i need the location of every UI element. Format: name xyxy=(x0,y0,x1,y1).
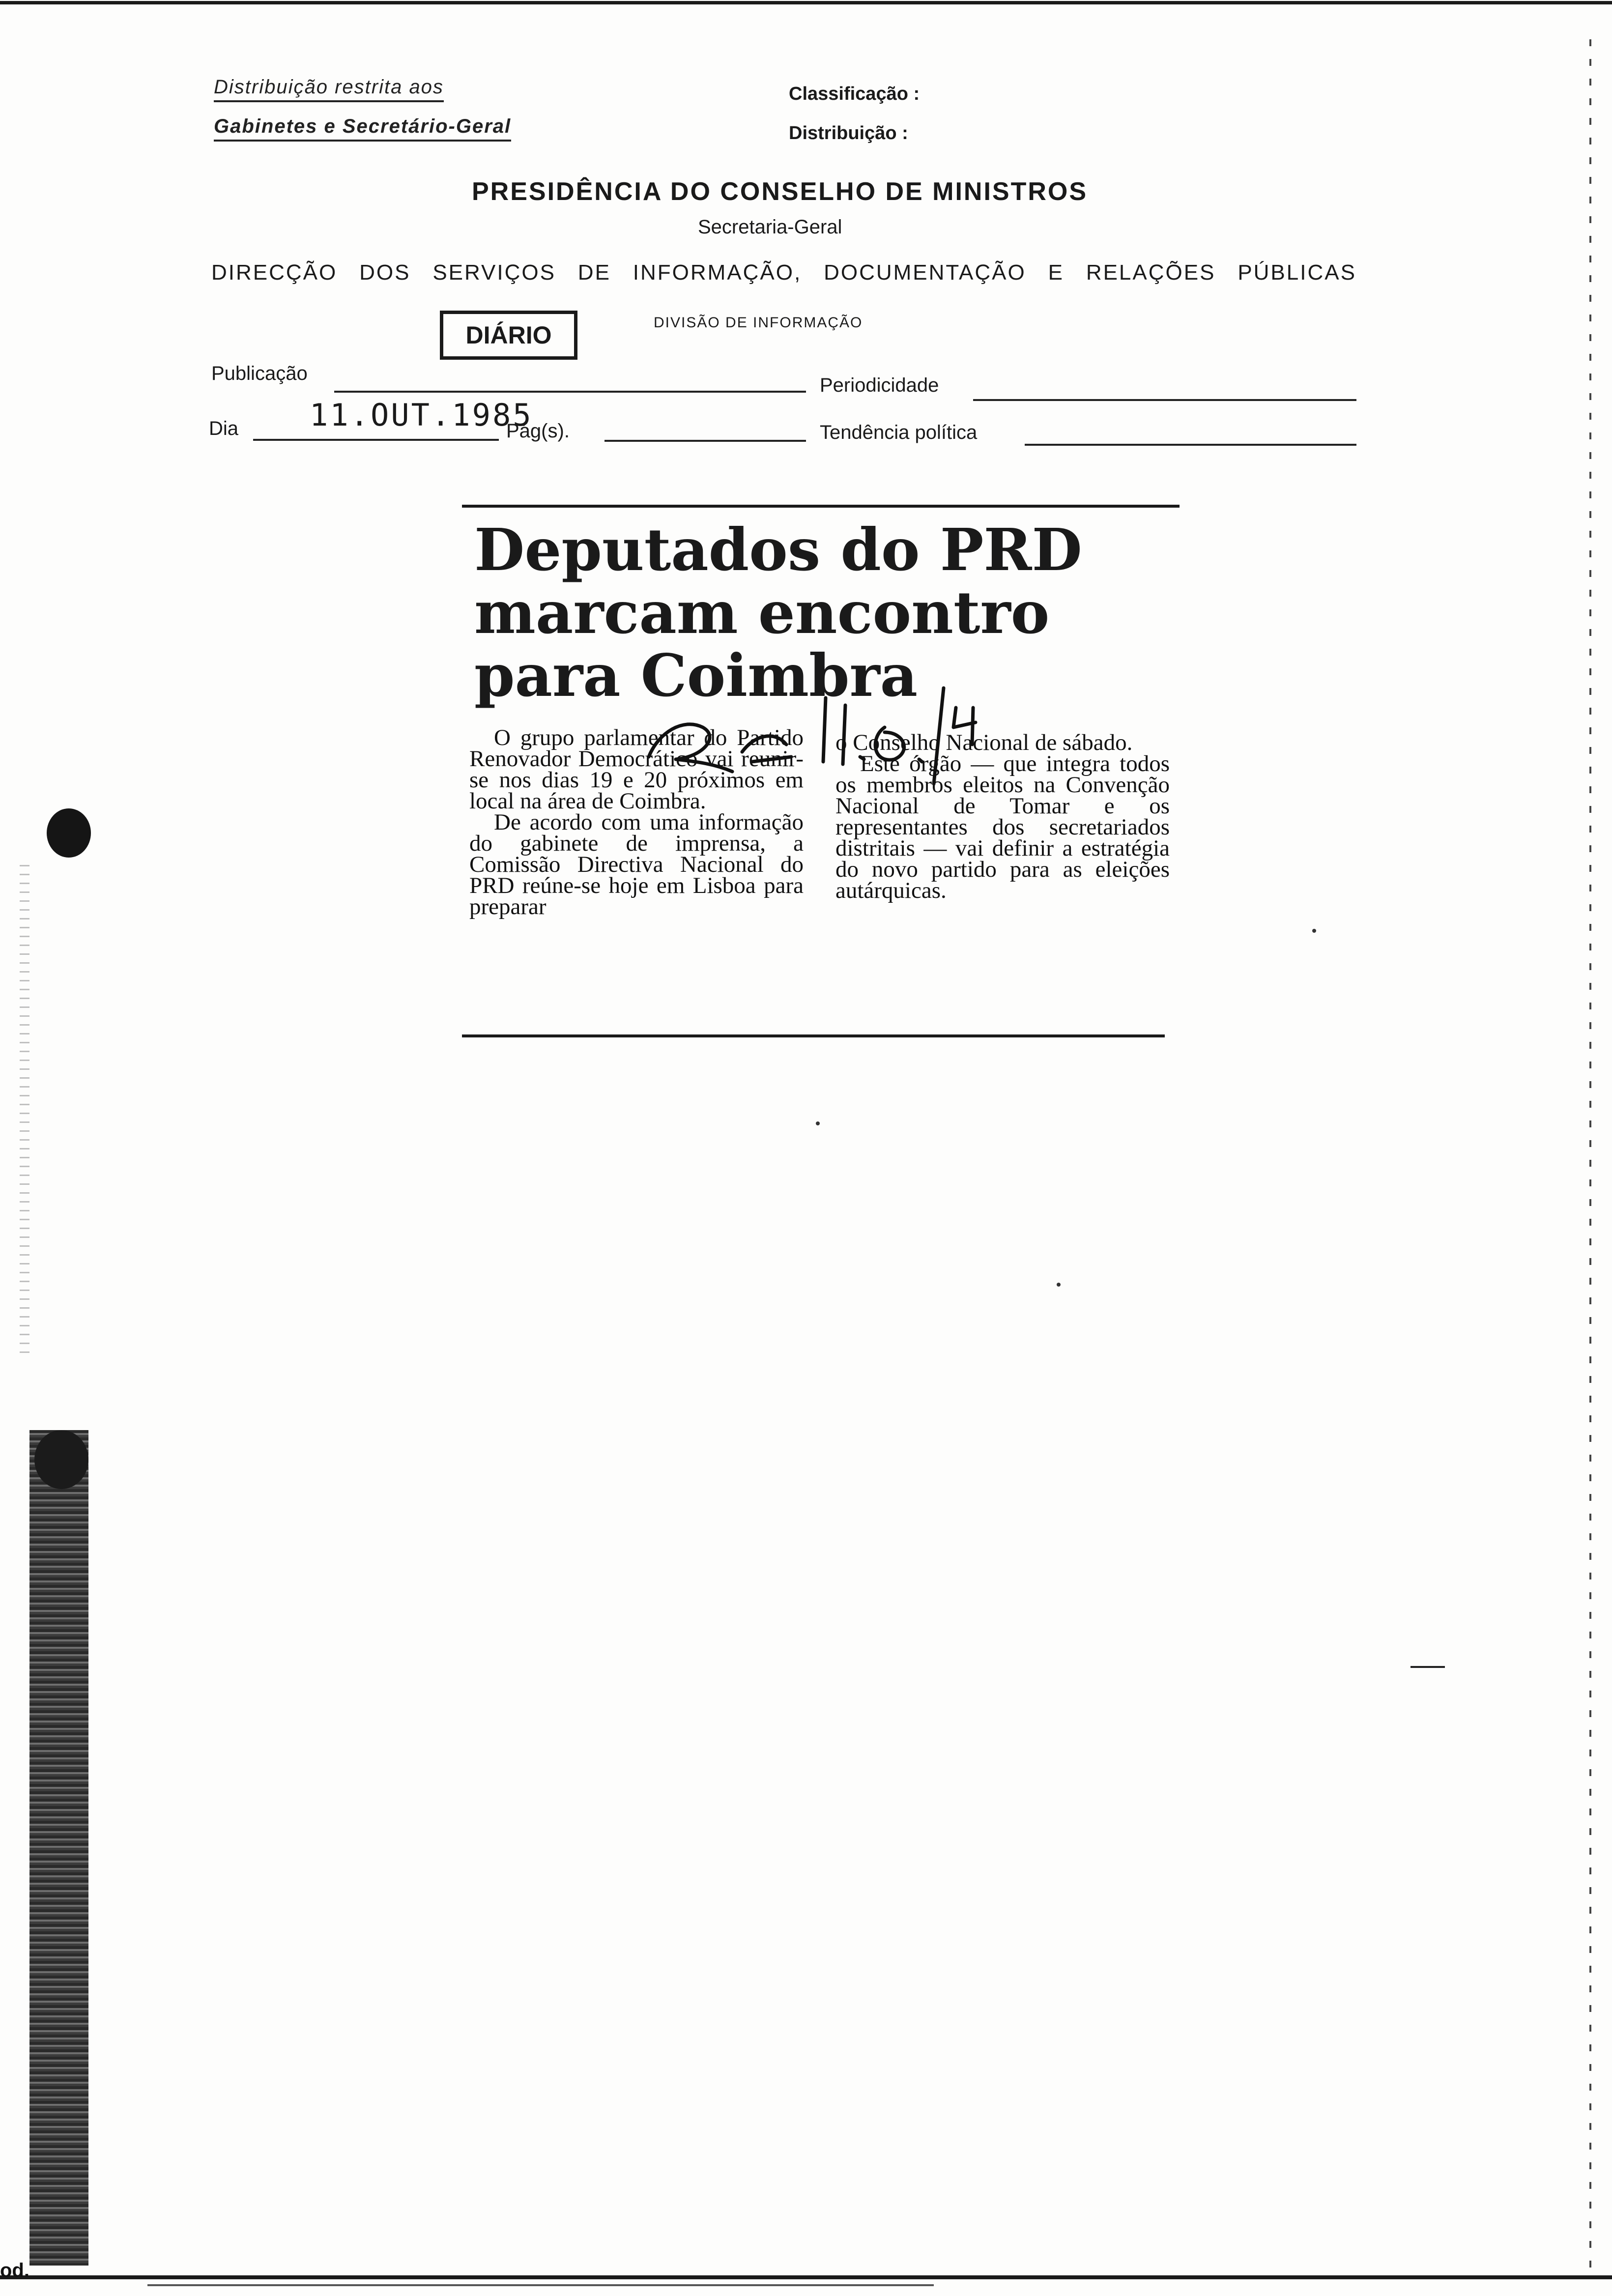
diario-stamp: DIÁRIO xyxy=(440,311,577,360)
publicacao-field xyxy=(334,391,806,393)
bottom-border-rule-secondary xyxy=(147,2284,934,2286)
dia-value: 11.OUT.1985 xyxy=(310,397,533,433)
form-model-label: od. xyxy=(0,2260,29,2281)
tendencia-field xyxy=(1025,444,1356,446)
direccao-line xyxy=(211,260,1356,285)
pags-field xyxy=(604,440,806,442)
bottom-border-rule xyxy=(0,2275,1612,2279)
article-paragraph: De acordo com uma informação do gabinete de imprensa, a Comissão Directiva Nacional do PRD reúne-se hoje em Lisboa para preparar xyxy=(469,809,804,919)
direccao-word: RELAÇÕES xyxy=(1086,260,1216,285)
org-subtitle: Secretaria-Geral xyxy=(698,216,842,238)
direccao-word: INFORMAÇÃO, xyxy=(633,260,802,285)
right-edge-perforation xyxy=(1589,39,1591,2280)
direccao-word: PÚBLICAS xyxy=(1238,260,1356,285)
direccao-word: DIRECÇÃO xyxy=(211,260,338,285)
article-paragraph: Este órgão — que integra todos os membros eleitos na Convenção Nacional de Tomar e os representantes dos secretariados distritais — vai definir a estratégia do novo partido para as eleições autárquicas. xyxy=(835,751,1170,903)
periodicidade-field xyxy=(973,399,1356,401)
scan-speck xyxy=(1057,1283,1061,1287)
direccao-word: SERVIÇOS xyxy=(432,260,556,285)
punch-hole-top xyxy=(47,808,91,858)
headline-line: para Coimbra xyxy=(474,641,918,710)
divisao-label: DIVISÃO DE INFORMAÇÃO xyxy=(654,315,863,331)
headline-line: Deputados do PRD xyxy=(474,516,1082,584)
direccao-word: DOCUMENTAÇÃO xyxy=(824,260,1026,285)
tendencia-label: Tendência política xyxy=(820,422,978,443)
distribuicao-label: Distribuição : xyxy=(789,123,908,144)
distribution-line-2: Gabinetes e Secretário-Geral xyxy=(214,115,511,142)
org-title: PRESIDÊNCIA DO CONSELHO DE MINISTROS xyxy=(472,177,1088,206)
direccao-word: DE xyxy=(577,260,611,285)
article-paragraph: O grupo parlamentar do Partido Renovador Democrático vai reunir-se nos dias 19 e 20 próximos em local na área de Coimbra. xyxy=(469,725,804,814)
pags-label: Pág(s). xyxy=(506,420,570,442)
dia-field xyxy=(253,439,499,441)
headline-line: marcam encontro xyxy=(474,578,1050,647)
article-paragraph: o Conselho Nacional de sábado. xyxy=(835,730,1133,755)
left-scan-noise xyxy=(20,865,29,1356)
scan-speck xyxy=(1312,929,1316,933)
binding-strip xyxy=(29,1430,88,2266)
publicacao-label: Publicação xyxy=(211,363,308,384)
dia-label: Dia xyxy=(209,418,239,439)
direccao-word: DOS xyxy=(359,260,411,285)
top-border-rule xyxy=(0,1,1612,4)
periodicidade-label: Periodicidade xyxy=(820,374,939,396)
clipping-bottom-rule xyxy=(462,1034,1165,1037)
scan-speck xyxy=(816,1121,820,1125)
distribution-line-1: Distribuição restrita aos xyxy=(214,76,444,102)
handwritten-date-annotation xyxy=(629,659,1003,786)
classificacao-label: Classificação : xyxy=(789,84,920,104)
punch-hole-bottom xyxy=(34,1430,88,1489)
scan-mark xyxy=(1410,1666,1445,1668)
direccao-word: E xyxy=(1048,260,1064,285)
clipping-top-rule xyxy=(462,505,1180,508)
